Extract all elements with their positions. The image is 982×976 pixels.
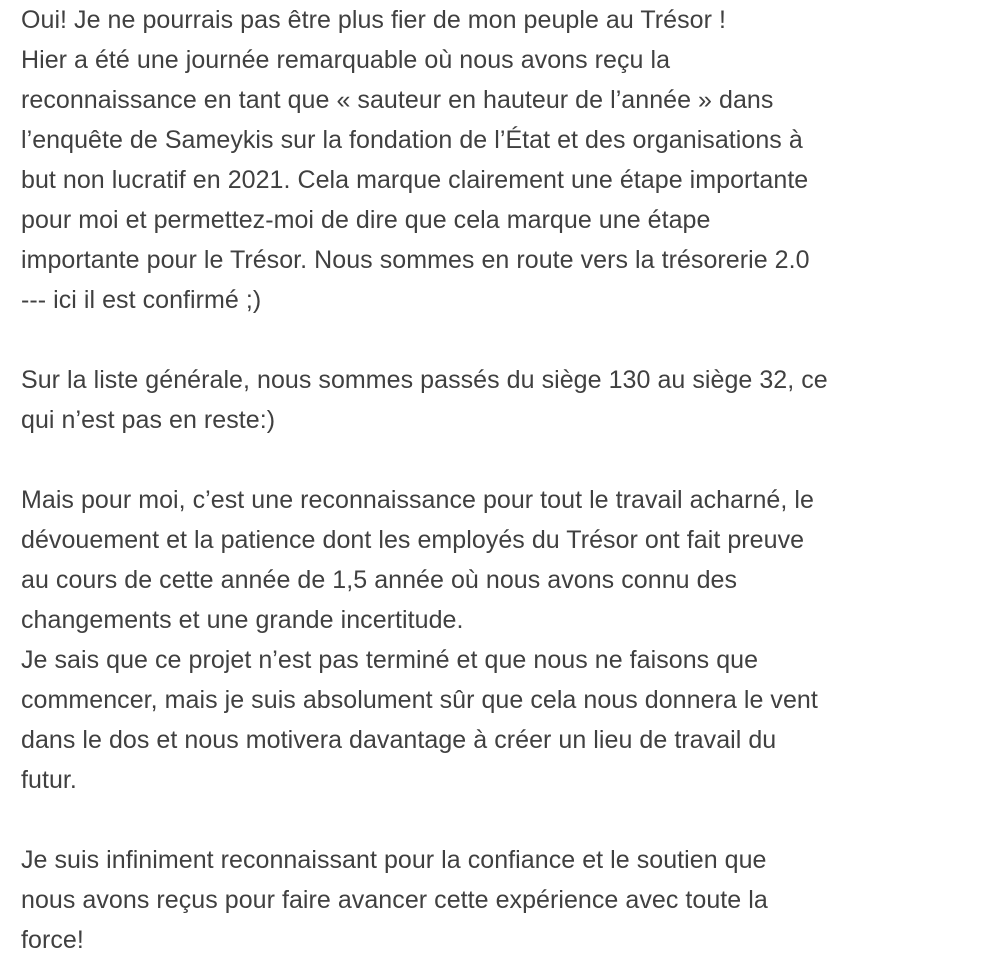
text-line: Sur la liste générale, nous sommes passés du siège 130 au siège 32, ce	[21, 366, 828, 394]
text-line: but non lucratif en 2021. Cela marque clairement une étape importante	[21, 166, 809, 194]
text-line: Hier a été une journée remarquable où nous avons reçu la	[21, 46, 671, 74]
paragraph-4	[21, 840, 976, 960]
text-line: futur.	[21, 766, 77, 794]
text-line: qui n’est pas en reste:)	[21, 406, 276, 434]
text-line: importante pour le Trésor. Nous sommes en route vers la trésorerie 2.0	[21, 246, 810, 274]
post-body	[21, 0, 976, 960]
paragraph-1	[21, 0, 976, 320]
text-line: dans le dos et nous motivera davantage à créer un lieu de travail du	[21, 726, 777, 754]
paragraph-spacer	[21, 440, 976, 480]
text-line: changements et une grande incertitude.	[21, 606, 464, 634]
text-line: Oui! Je ne pourrais pas être plus fier de mon peuple au Trésor !	[21, 6, 726, 34]
text-line: force!	[21, 926, 84, 954]
text-line: Mais pour moi, c’est une reconnaissance pour tout le travail acharné, le	[21, 486, 814, 514]
text-line: nous avons reçus pour faire avancer cette expérience avec toute la	[21, 886, 768, 914]
text-line: Je sais que ce projet n’est pas terminé et que nous ne faisons que	[21, 646, 759, 674]
paragraph-2	[21, 360, 976, 440]
paragraph-spacer	[21, 320, 976, 360]
text-line: Je suis infiniment reconnaissant pour la confiance et le soutien que	[21, 846, 767, 874]
text-line: --- ici il est confirmé ;)	[21, 286, 262, 314]
text-line: dévouement et la patience dont les employés du Trésor ont fait preuve	[21, 526, 805, 554]
text-line: au cours de cette année de 1,5 année où nous avons connu des	[21, 566, 738, 594]
text-line: reconnaissance en tant que « sauteur en hauteur de l’année » dans	[21, 86, 774, 114]
text-line: commencer, mais je suis absolument sûr que cela nous donnera le vent	[21, 686, 818, 714]
paragraph-3	[21, 480, 976, 800]
text-line: l’enquête de Sameykis sur la fondation de l’État et des organisations à	[21, 126, 803, 154]
paragraph-spacer	[21, 800, 976, 840]
text-line: pour moi et permettez-moi de dire que cela marque une étape	[21, 206, 711, 234]
